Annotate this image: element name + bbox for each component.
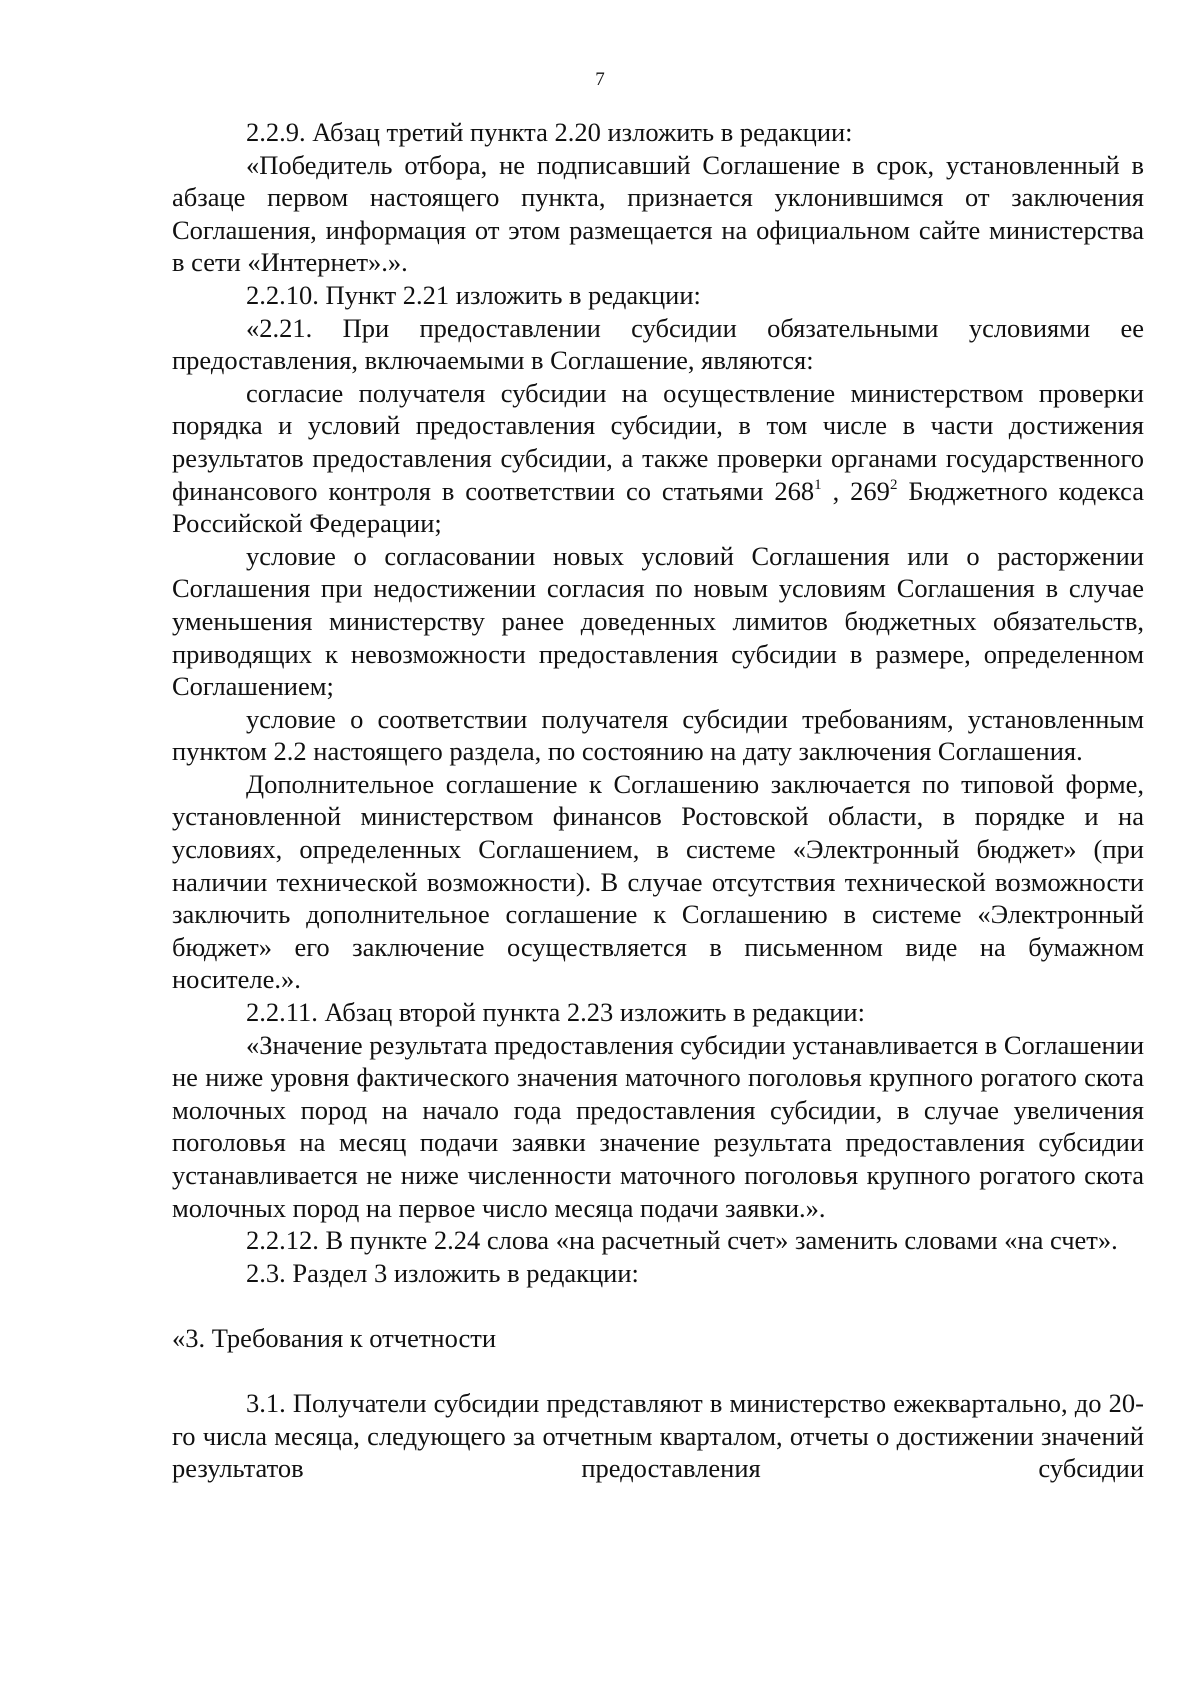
quote-paragraph-result-value: «Значение результата предоставления субсидии устанавливается в Соглашении не ниже уровня фактического значения маточного поголовья крупного рогатого скота молочных пород на начало года предоставления субсидии, в случае увеличения поголовья на месяц подачи заявки значение результата предоставления субсидии устанавливается не ниже численности маточного поголовья крупного рогатого скота молочных пород на первое число месяца подачи заявки.». — [172, 1029, 1144, 1223]
paragraph-consent-mid: , 269 — [821, 475, 890, 506]
paragraph-consent-text: согласие получателя субсидии на осуществление министерством проверки порядка и условий предоставления субсидии, в том числе в части достижения результатов предоставления субсидии, а также проверки органами государственного финансового контроля в соответствии со статьями 268 — [172, 377, 1144, 506]
paragraph-additional-agreement: Дополнительное соглашение к Соглашению заключается по типовой форме, установленной министерством финансов Ростовской области, в порядке и на условиях, определенных Соглашением, в системе «Электронный бюджет» (при наличии технической возможности). В случае отсутствия технической возможности заключить дополнительное соглашение к Соглашению в системе «Электронный бюджет» его заключение осуществляется в письменном виде на бумажном носителе.». — [172, 768, 1144, 995]
superscript-1: 1 — [814, 476, 822, 493]
paragraph-2-2-9: 2.2.9. Абзац третий пункта 2.20 изложить в редакции: — [246, 117, 853, 147]
page-number: 7 — [595, 69, 605, 90]
paragraph-2-2-10: 2.2.10. Пункт 2.21 изложить в редакции: — [246, 279, 701, 310]
paragraph-3-1: 3.1. Получатели субсидии представляют в министерство ежеквартально, до 20-го числа месяца, следующего за отчетным кварталом, отчеты о достижении значений результатов предоставления субсидии — [172, 1388, 1144, 1484]
paragraph-new-conditions: условие о согласовании новых условий Соглашения или о расторжении Соглашения при недостижении согласия по новым условиям Соглашения в случае уменьшения министерству ранее доведенных лимитов бюджетных обязательств, приводящих к невозможности предоставления субсидии в размере, определенном Соглашением; — [172, 540, 1144, 702]
superscript-2: 2 — [889, 476, 898, 493]
document-body — [172, 116, 1144, 1485]
quote-paragraph-winner: «Победитель отбора, не подписавший Соглашение в срок, установленный в абзаце первом настоящего пункта, признается уклонившимся от заключения Соглашения, информация от этом размещается на официальном сайте министерства в сети «Интернет».». — [172, 149, 1144, 278]
paragraph-compliance: условие о соответствии получателя субсидии требованиям, установленным пунктом 2.2 настоящего раздела, по состоянию на дату заключения Соглашения. — [172, 703, 1144, 767]
section-heading: «3. Требования к отчетности — [172, 1322, 497, 1353]
paragraph-2-3: 2.3. Раздел 3 изложить в редакции: — [246, 1257, 639, 1288]
paragraph-consent-end: Бюджетного кодекса Российской Федерации; — [172, 475, 1144, 539]
paragraph-2-2-11: 2.2.11. Абзац второй пункта 2.23 изложить в редакции: — [246, 997, 865, 1028]
paragraph-2-2-12: 2.2.12. В пункте 2.24 слова «на расчетный счет» заменить словами «на счет». — [246, 1225, 1118, 1256]
paragraph-consent — [172, 377, 1144, 540]
quote-paragraph-2-21: «2.21. При предоставлении субсидии обязательными условиями ее предоставления, включаемыми в Соглашение, являются: — [172, 312, 1144, 376]
